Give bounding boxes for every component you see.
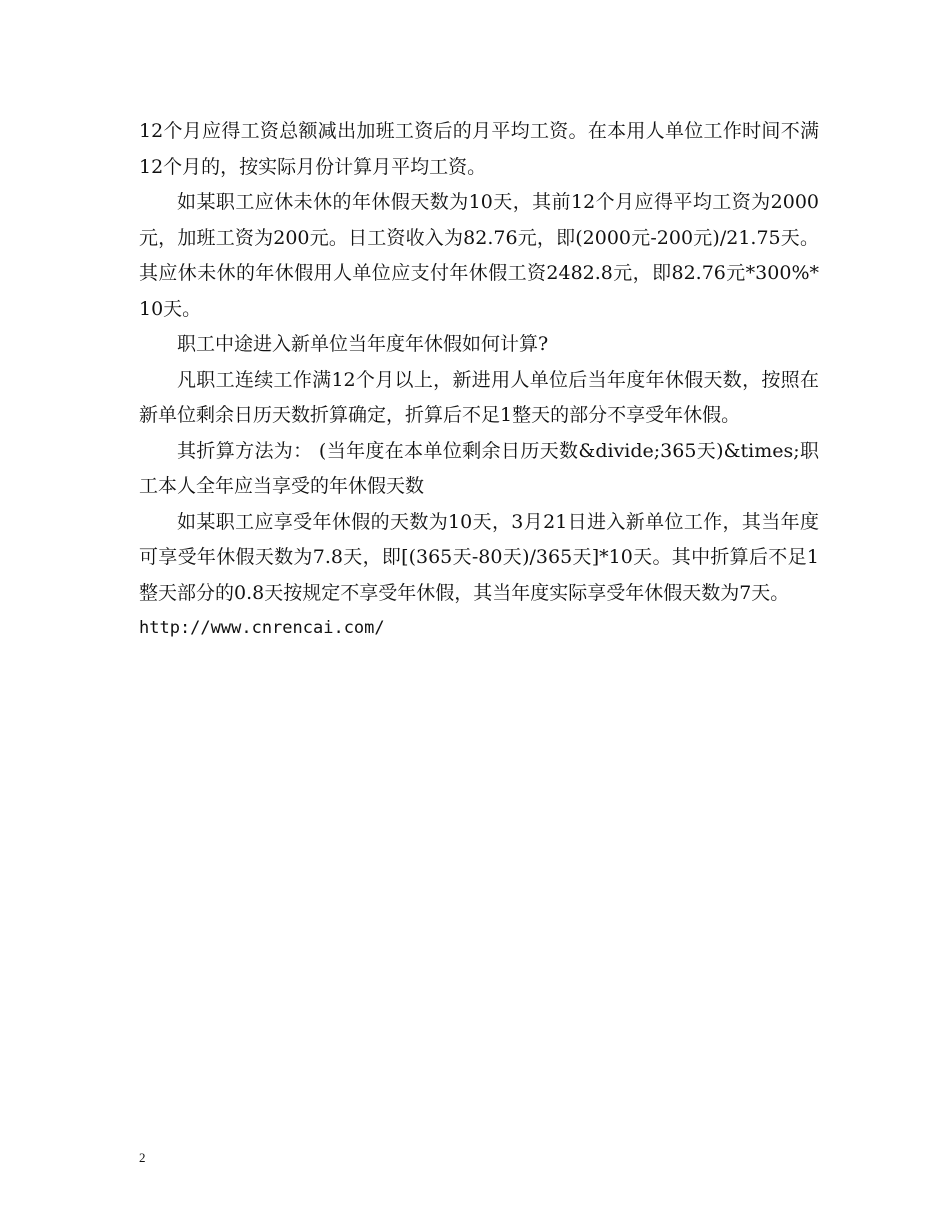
paragraph-3-question: 职工中途进入新单位当年度年休假如何计算? [177,333,549,355]
paragraph-4: 凡职工连续工作满12个月以上，新进用人单位后当年度年休假天数，按照在新单位剩余日历天数折算确定，折算后不足1整天的部分不享受年休假。 [139,368,819,426]
paragraph-5-formula: 其折算方法为： (当年度在本单位剩余日历天数&divide;365天)&times;职工本人全年应当享受的年休假天数 [139,439,819,497]
source-url-link[interactable]: http://www.cnrencai.com/ [139,618,385,638]
page-number: 2 [139,1150,146,1165]
paragraph-6-example: 如某职工应享受年休假的天数为10天，3月21日进入新单位工作，其当年度可享受年休假天数为7.8天，即[(365天-80天)/365天]*10天。其中折算后不足1整天部分的0.8天按规定不享受年休假，其当年度实际享受年休假天数为7天。 [139,510,819,604]
document-body [139,114,819,647]
paragraph-1: 12个月应得工资总额减出加班工资后的月平均工资。在本用人单位工作时间不满12个月的，按实际月份计算月平均工资。 [139,120,819,178]
paragraph-2: 如某职工应休未休的年休假天数为10天，其前12个月应得平均工资为2000元，加班工资为200元。日工资收入为82.76元，即(2000元-200元)/21.75天。其应休未休的年休假用人单位应支付年休假工资2482.8元，即82.76元*300%*10天。 [139,191,819,320]
